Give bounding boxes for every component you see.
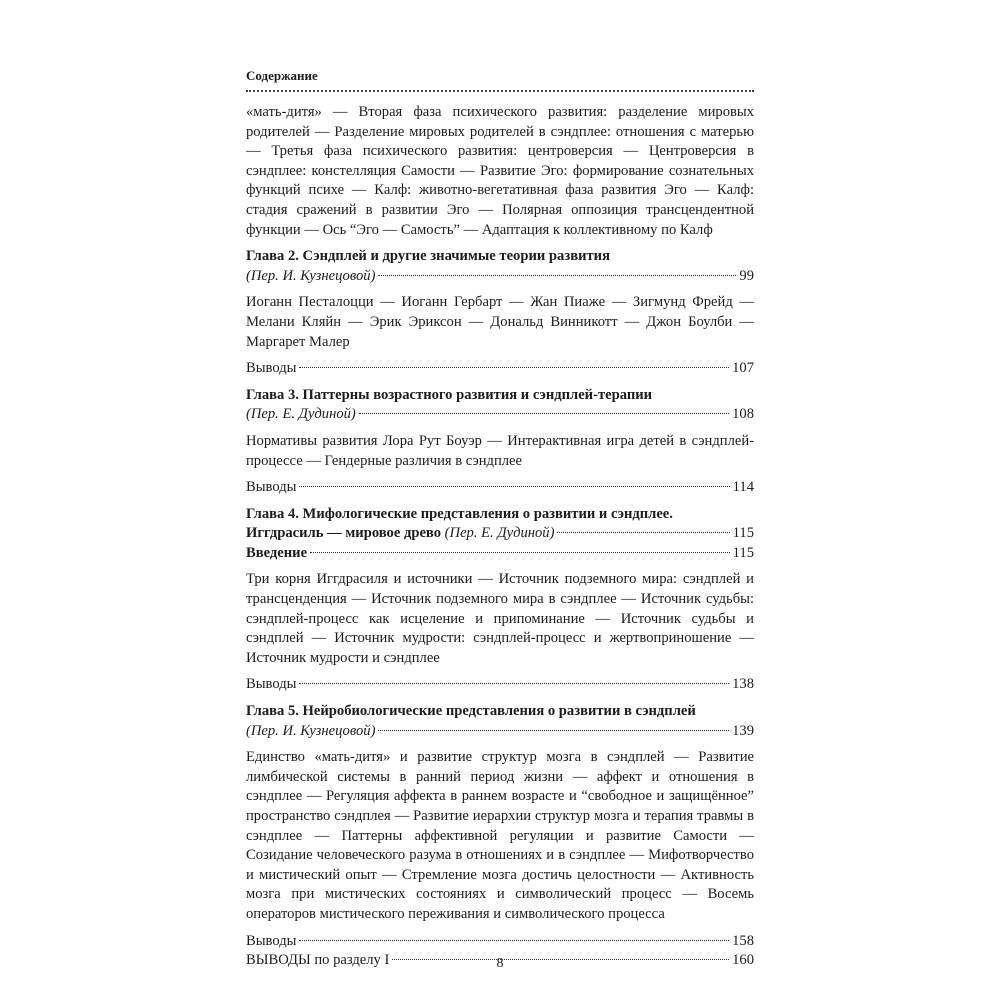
conclusions-page: 107 [732,360,754,377]
chapter-3-entry [246,405,754,425]
chapter-4-intro [246,544,754,564]
dot-leader [378,275,736,276]
header-dotted-rule [246,90,754,92]
chapter-5-topics: Единство «мать-дитя» и развитие структур мозга в сэндплей — Развитие лимбической системы в ранний период жизни — аффект и отношения в сэндплее — Регуляция аффекта в раннем возрасте и “свободное и защищённое” пространство сэндплея — Развитие иерархии структур мозга и терапия травмы в сэндплее — Паттерны аффективной регуляции и развитие Самости — Созидание человеческого разума в отношениях и в сэндплее — Мифотворчество и мистический опыт — Стремление мозга достичь целостности — Активность мозга при мистических состояниях и символический процесс — Восемь операторов мистического переживания и символического процесса [246,749,754,922]
conclusions-page: 114 [732,479,754,496]
chapter-3-page: 108 [732,406,754,423]
dot-leader [359,413,729,414]
dot-leader [299,940,729,941]
dot-leader [378,730,729,731]
conclusions-label: Выводы [246,360,297,377]
chapter-4-entry [246,524,754,544]
chapter-3-title: Глава 3. Паттерны возрастного развития и сэндплей-терапии [246,386,653,403]
chapter-3-topics: Нормативы развития Лора Рут Боуэр — Интерактивная игра детей в сэндплей-процессе — Гендерные различия в сэндплее [246,432,754,469]
chapter-2-topics: Иоганн Песталоцци — Иоганн Гербарт — Жан Пиаже — Зигмунд Фрейд — Мелани Кляйн — Эрик Эриксон — Дональд Винникотт — Джон Боулби — Маргарет Малер [246,294,754,350]
chapter-5-page: 139 [732,722,754,739]
dot-leader [299,367,729,368]
table-of-contents [246,68,754,971]
chapter-5-title: Глава 5. Нейробиологические представления о развитии в сэндплей [246,703,696,720]
dot-leader [557,532,729,533]
conclusions-page: 138 [732,676,754,693]
dot-leader [299,486,729,487]
dot-leader [310,552,730,553]
chapter-4-translator: (Пер. Е. Дудиной) [444,525,555,542]
chapter-4-page: 115 [732,525,754,542]
intro-paragraph: «мать-дитя» — Вторая фаза психического развития: разделение мировых родителей — Разделение мировых родителей в сэндплее: отношения с матерью — Третья фаза психического развития: центроверсия — Центроверсия в сэндплее: констелляция Самости — Развитие Эго: формирование сознательных функций психе — Калф: животно-вегетативная фаза развития Эго — Калф: стадия сражений в развитии Эго — Полярная оппозиция трансцендентной функции — Ось “Эго — Самость” — Адаптация к коллективному по Калф [246,104,754,238]
chapter-5-translator: (Пер. И. Кузнецовой) [246,722,376,739]
chapter-2-conclusions [246,359,754,379]
chapter-3-translator: (Пер. Е. Дудиной) [246,406,356,423]
chapter-2-entry [246,267,754,287]
conclusions-page: 158 [732,932,754,949]
section-summary-page: 160 [732,952,754,969]
introduction-label: Введение [246,544,308,561]
chapter-4-title: Глава 4. Мифологические представления о развитии и сэндплее. [246,505,673,522]
chapter-2-title: Глава 2. Сэндплей и другие значимые теории развития [246,248,610,265]
conclusions-label: Выводы [246,932,297,949]
page-number: 8 [496,956,504,971]
introduction-page: 115 [732,544,754,561]
chapter-5-entry [246,722,754,742]
chapter-5-conclusions [246,932,754,952]
conclusions-label: Выводы [246,676,297,693]
section-summary-label: ВЫВОДЫ по разделу I [246,952,390,969]
chapter-2-page: 99 [739,267,754,284]
running-header: Содержание [246,68,318,83]
chapter-4-topics: Три корня Иггдрасиля и источники — Источник подземного мира: сэндплей и трансценденция — Источник подземного мира в сэндплее — Источник судьбы: сэндплей-процесс как исцеление и припоминание — Источник судьбы и сэндплей — Источник мудрости: сэндплей-процесс и жертвоприношение — Источник мудрости и сэндплее [246,571,754,666]
conclusions-label: Выводы [246,479,297,496]
chapter-3-conclusions [246,478,754,498]
chapter-4-subtitle: Иггдрасиль — мировое древо [246,525,442,542]
chapter-2-translator: (Пер. И. Кузнецовой) [246,267,376,284]
dot-leader [299,683,729,684]
chapter-4-conclusions [246,675,754,695]
